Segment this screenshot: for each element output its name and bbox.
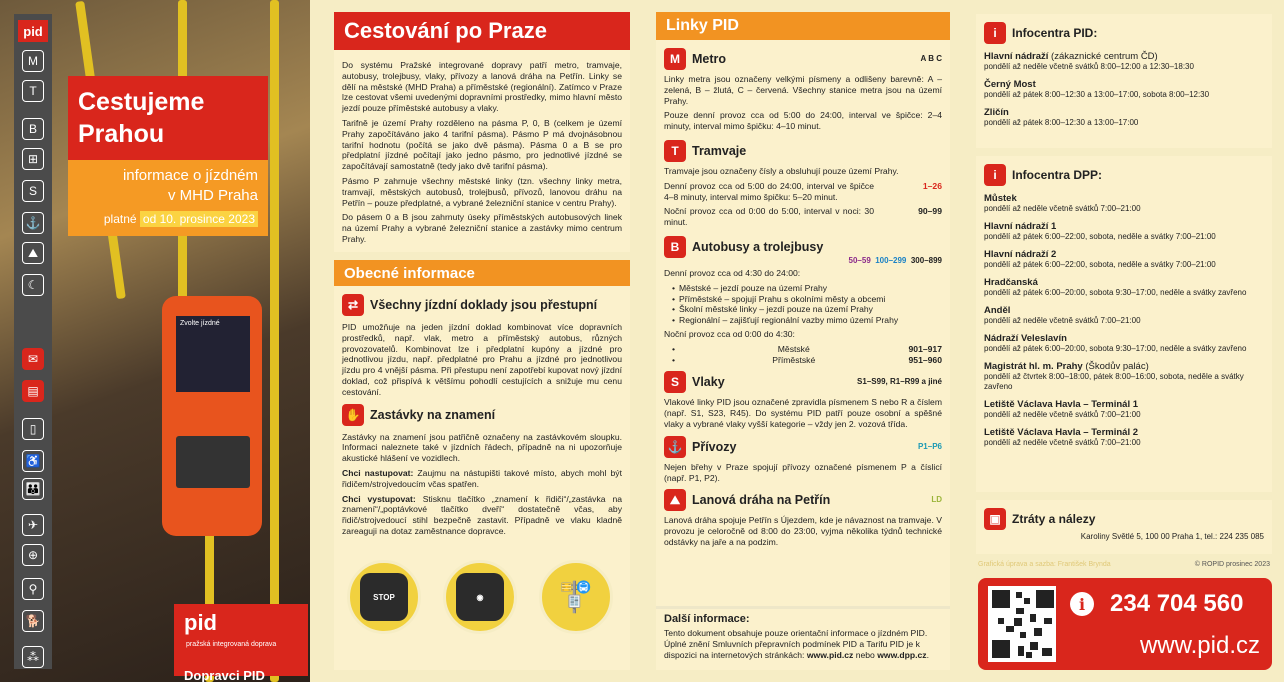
qr-module [1044,618,1052,624]
cover-subtitle-line: informace o jízdném [122,167,258,184]
ferry-block [656,434,950,484]
transfer-text: PID umožňuje na jeden jízdní doklad kombinovat více dopravních prostředků, např. vlak, metro a příměstský autobus, různých provozovatelů. Kombinovat lze i předplatní kupóny a jízdné pro jednotlivou jízdu, např. předplatné pro Prahu a jízdné pro jednotlivou jízdu pro 4 vnější pásma. Při přestupu není zapotřebí kupovat nový jízdní doklad, což přispívá k většímu pohodlí cestujících a snižuje mu cenu cestování. [342,322,622,397]
boarding-label: Chci nastupovat: [342,467,414,478]
cover-panel [0,0,310,682]
infocenter-note: (zákaznické centrum ČD) [1048,51,1158,62]
bus-night-list [672,344,942,366]
ferry-icon: ⚓ [664,436,686,458]
hotline-phone[interactable]: 234 704 560 [1110,590,1244,617]
infocenter-name [984,305,1264,316]
metro-title: Metro [692,52,727,66]
mode-icon-bar [14,14,52,669]
section-title: Cestování po Praze [334,12,630,50]
pid-website-link[interactable]: www.pid.cz [806,649,854,660]
suitcase-icon: ▣ [984,508,1006,530]
list-item-label: • Městské [777,343,810,354]
metro-icon: M [664,48,686,70]
infocenter-name-text: Černý Most [984,79,1036,90]
city-bus-tag: 100–299 [875,255,907,265]
metro-block [656,40,950,132]
bus-icon: B [664,236,686,258]
funicular-block [656,487,950,547]
metro-icon: M [22,50,44,72]
transfer-title: Všechny jízdní doklady jsou přestupní [370,298,598,312]
alighting-label: Chci vystupovat: [342,493,416,504]
tram-day-tag: 1–26 [922,180,942,191]
dopravci-title: Dopravci PID [184,668,265,682]
dpp-infocenters-title: Infocentra DPP: [1012,168,1103,182]
dopravci-box [174,604,308,682]
infocenter-name [984,107,1264,118]
contact-box [978,578,1272,670]
travel-text [334,50,630,245]
waiting-passenger-illustration [539,560,613,634]
infocenter-name [984,51,1264,62]
travel-section [334,12,630,252]
info-icon: i [984,164,1006,186]
qr-module [998,618,1004,624]
dog-icon: 🐕 [22,610,44,632]
list-item: • Městské – jezdí pouze na území Prahy [672,283,942,294]
lost-and-found [976,500,1272,554]
paragraph: Tarifně je území Prahy rozděleno na pásma P, 0, B (celkem je území Prahy započítáváno jako 4 tarifní pásma). Pásmo P má dvojnásobnou tarifní hodnotu (počítá se jako dvě pásma). Pásma 0 a B se pro předplatní jízdné počítají jako jedno pásmo, pro jednotlivé jízdné se započítávají samostatně (tedy jako dvě tarifní pásma). [342,117,622,172]
boarding-text: Zaujmu na nástupišti takové místo, abych mohl být řidičem/strojvedoucím včas spatřen. [342,467,622,489]
card-reader [176,436,250,488]
metro-interval-text: Pouze denní provoz cca od 5:00 do 24:00, interval ve špičce: 2–4 minuty, interval mimo špičku: 4–10 minut. [664,110,942,132]
infocenter-hours: pondělí až neděle včetně svátků 7:00–21:00 [984,204,1141,213]
ferry-title: Přívozy [692,439,737,454]
qr-module [996,644,1006,654]
list-item: • Školní městské linky – jezdí pouze na území Prahy [672,304,942,315]
tram-icon: T [664,140,686,162]
qr-module [1014,618,1022,626]
wheelchair-icon: ♿ [22,450,44,472]
cover-title-line: Prahou [78,120,165,148]
boarding-paragraph [342,468,622,490]
dpp-infocenters [976,156,1272,492]
infocenter-hours: pondělí až pátek 8:00–12:30 a 13:00–17:00, sobota 8:00–12:30 [984,90,1210,99]
infocenter-hours: pondělí až pátek 6:00–22:00, sobota, neděle a svátky 7:00–21:00 [984,260,1216,269]
infocenter-hours: pondělí až čtvrtek 8:00–18:00, pátek 8:00–16:00, sobota, neděle a svátky zavřeno [984,372,1244,391]
ferry-icon: ⚓ [22,212,44,234]
infocenter-hours: pondělí až pátek 6:00–20:00, sobota 9:30–17:00, neděle a svátky zavřeno [984,288,1247,297]
infocenter-name [984,249,1264,260]
infocenter-name-text: Hlavní nádraží 1 [984,221,1057,232]
more-info-title: Další informace: [664,613,750,625]
bus-title: Autobusy a trolejbusy [692,239,824,254]
bus-icon: B [22,118,44,140]
infocenter-name-text: Letiště Václava Havla – Terminál 2 [984,427,1139,438]
infocenter-name-text: Letiště Václava Havla – Terminál 1 [984,399,1139,410]
bus-block [656,232,950,365]
stop-button-illustration [347,560,421,634]
tram-night-tag: 90–99 [918,206,942,217]
column-lines [640,0,960,682]
qr-module [1006,626,1014,632]
qr-module [1024,598,1030,604]
cover-title-line: Cestujeme [78,88,205,116]
qr-module [996,594,1006,604]
list-item-label: • Příměstské [772,354,816,365]
more-info-section [656,606,950,670]
paragraph: Do systému Pražské integrované dopravy patří metro, tramvaje, autobusy, trolejbusy, vlaky, přívozy a lanová dráha na Petřín. Linky se dělí na městské (MHD Praha) a příměstské (regionální). Zatímco v Praze lze cestovat všemi uvedenými dopravními prostředky, mimo hlavní město jezdí pouze příměstské autobusy a vlaky. [342,60,622,114]
request-stop-title: Zastávky na znamení [370,407,496,422]
funicular-title: Lanová dráha na Petřín [692,493,831,508]
infocenter-name-text: Můstek [984,193,1017,204]
pid-website[interactable]: www.pid.cz [1139,632,1260,659]
transfer-icon: ⇄ [342,294,364,316]
footprints-icon: ⁂ [22,646,44,668]
pid-infocenters [976,14,1272,148]
request-stop-heading [342,404,622,426]
qr-module [1034,628,1042,636]
train-block [656,365,950,429]
train-text: Vlakové linky PID jsou označené zpravidla písmenem S nebo R a číslem (např. S1, S23, R45). Do systému PID patří pouze osobní a spěšné vlaky a vybrané vlaky vyšší kategorie – vždy jen 2. vozová třída. [664,397,942,429]
info-icon: i [1070,592,1094,616]
bus-night-text: Noční provoz cca od 0:00 do 4:30: [664,328,795,339]
pid-logo: pid [18,20,48,42]
metro-lines-tag: A B C [920,54,942,63]
more-info-end: . [926,649,929,660]
school-bus-tag: 50–59 [848,255,871,265]
cover-title [68,76,268,160]
paragraph: Pásmo P zahrnuje všechny městské linky (tzn. všechny linky metra, tramvají, městských autobusů, trolejbusů, přívozů, lanovou dráhu na Petřín – pouze předplatné, a vybrané železniční stanice v centru Prahy). [342,175,622,208]
cover-subtitle-line: v MHD Praha [167,187,258,204]
section-title: Obecné informace [334,260,630,286]
infocenter-name-text: Magistrát hl. m. Prahy [984,361,1083,372]
bicycle-icon: ⚲ [22,578,44,600]
train-lines-tag: S1–S99, R1–R99 a jiné [857,377,942,387]
validity [68,212,268,226]
list-item-tag: 901–917 [908,343,942,354]
infocenter-hours: pondělí až pátek 8:00–12:30 a 13:00–17:00 [984,118,1139,127]
funicular-tag: LD [931,495,942,505]
tram-block [656,136,950,232]
infocenter-name-text: Hradčanská [984,277,1038,288]
qr-module [1040,594,1050,604]
infocenter-name [984,79,1264,90]
bus-day-text: Denní provoz cca od 4:30 do 24:00: [664,267,801,278]
validity-date: od 10. prosince 2023 [140,211,258,227]
design-credit: Grafická úprava a sazba: František Brynda [978,561,1111,568]
infocenter-name-text: Anděl [984,305,1011,316]
ferry-text: Nejen břehy v Praze spojují přívozy označené písmenem P a číslicí (např. P1, P2). [664,461,942,483]
info-icon: i [984,22,1006,44]
infocenter-name-text: Hlavní nádraží [984,51,1049,62]
more-info-text [664,628,942,660]
suburban-bus-tag: 300–899 [910,255,942,265]
qr-module [1016,592,1022,598]
qr-module [1042,648,1052,656]
funicular-icon: ⛰ [22,242,44,264]
infocenter-hours: pondělí až neděle včetně svátků 8:00–12:00 a 12:30–18:30 [984,62,1194,71]
screen-label: Zvolte jízdné [180,320,220,327]
qr-module [1016,608,1024,614]
tram-title: Tramvaje [692,143,747,158]
funicular-text: Lanová dráha spojuje Petřín s Újezdem, kde je návaznost na tramvaje. V provozu je celoročně od 8:00 do 23:00, vyjma několika týdnů technické odstávky na jaře a na podzim. [664,515,942,547]
stop-button-label: STOP [360,573,408,621]
paragraph: Do pásem 0 a B jsou zahrnuty úseky příměstských autobusových linek na území Prahy a vybrané železniční stanice a zastávky mimo centrum Prahy. [342,212,622,244]
tram-icon: T [22,80,44,102]
infocenter-hours: pondělí až pátek 6:00–20:00, sobota 9:30–17:00, neděle a svátky zavřeno [984,344,1247,353]
tram-night-text: Noční provoz cca od 0:00 do 5:00, interval v noci: 30 minut. [664,206,874,228]
credits [978,561,1270,568]
infocenter-name-text: Nádraží Veleslavín [984,333,1067,344]
card-icon: ▤ [22,380,44,402]
more-info-body: Tento dokument obsahuje pouze orientační informace o jízdném PID. Úplné znění Smluvních přepravních podmínek PID a Tarifu PID je k dispozici na internetových stránkách: [664,628,928,660]
infocenter-hours: pondělí až neděle včetně svátků 7:00–21:00 [984,316,1141,325]
infocenter-name [984,221,1264,232]
pid-infocenters-title: Infocentra PID: [1012,26,1098,40]
infocenter-name [984,333,1264,344]
lines-section [656,12,950,670]
pid-logo-small: pid [184,610,217,635]
infocenter-hours: pondělí až neděle včetně svátků 7:00–21:00 [984,410,1141,419]
pid-logo-subtitle: pražská integrovaná doprava [186,641,277,649]
tram-day-text: Denní provoz cca od 5:00 do 24:00, interval ve špičce 4–8 minuty, interval mimo špičku: 5–20 minut. [664,180,874,202]
train-icon: S [22,180,44,202]
list-item: • Příměstské – spojují Prahu s okolními městy a obcemi [672,294,942,305]
list-item: • Regionální – zajišťují regionální vazby mimo území Prahy [672,315,942,326]
funicular-icon: ⛰ [664,489,686,511]
infocenter-name-text: Hlavní nádraží 2 [984,249,1057,260]
ferry-lines-tag: P1–P6 [917,441,942,451]
qr-module [1030,614,1036,622]
infocenter-note: (Škodův palác) [1082,361,1149,372]
request-stop-text: Zastávky na znamení jsou patřičně označeny na zastávkovém sloupku. Informaci naleznete také v jízdních řádech, případně na ni upozorňuje akustické hlášení ve vozidlech. [342,431,622,464]
door-button-illustration [443,560,517,634]
alighting-text: Stisknu tlačítko „znamení k řidiči“/„zastávka na znamení“/„poptávkové tlačítko dveří“ dostatečně včas, aby řidič/strojvedoucí stihl bezpečně zastavit. Případně ve vlaku kladně zareaguji na dotaz zaměstnance dopravce. [342,493,623,536]
list-item [672,344,942,355]
passenger-icon: 🚏 [557,580,595,614]
infocenter-name [984,361,1264,372]
qr-code[interactable] [988,586,1056,662]
ticket-icon: ✉ [22,348,44,370]
airport-icon: ✈ [22,514,44,536]
lost-found-title: Ztráty a nálezy [1012,512,1096,526]
infocenter-hours: pondělí až neděle včetně svátků 7:00–21:00 [984,438,1141,447]
infocenter-name [984,399,1264,410]
copyright: © ROPID prosinec 2023 [1194,561,1270,568]
request-stop-icon: ✋ [342,404,364,426]
list-item-tag: 951–960 [908,354,942,365]
qr-module [1020,632,1026,638]
trolleybus-icon: ⊞ [22,148,44,170]
phone-icon: ▯ [22,418,44,440]
qr-module [1030,642,1038,650]
metro-text: Linky metra jsou označeny velkými písmeny a odlišeny barevně: A – zelená, B – žlutá, C – červená. Všechny stanice metra jsou na území Prahy. [664,74,942,106]
family-icon: 👪 [22,478,44,500]
train-title: Vlaky [692,375,725,390]
bus-day-list [672,283,942,326]
stroller-icon: ⊕ [22,544,44,566]
transfer-heading [342,294,622,316]
infocenter-hours: pondělí až pátek 6:00–22:00, sobota, neděle a svátky 7:00–21:00 [984,232,1216,241]
tram-text: Tramvaje jsou označeny čísly a obsluhují pouze území Prahy. [664,165,899,176]
list-item [672,355,942,366]
qr-module [1026,652,1032,658]
infocenter-name [984,193,1264,204]
door-icon: ◉ [456,573,504,621]
section-title: Linky PID [656,12,950,40]
infocenter-name [984,277,1264,288]
validator-screen [176,316,250,392]
qr-module [1018,646,1024,656]
validity-prefix: platné [103,212,137,226]
more-info-conjunction: nebo [853,649,878,660]
infocenter-name [984,427,1264,438]
train-icon: S [664,371,686,393]
night-icon: ☾ [22,274,44,296]
alighting-paragraph [342,494,622,537]
handrail [270,0,279,682]
infocenter-name-text: Zličín [984,107,1009,118]
column-travel [310,0,640,682]
dpp-website-link[interactable]: www.dpp.cz [877,649,927,660]
lost-found-address: Karoliny Světlé 5, 100 00 Praha 1, tel.: 224 235 085 [1080,532,1264,541]
